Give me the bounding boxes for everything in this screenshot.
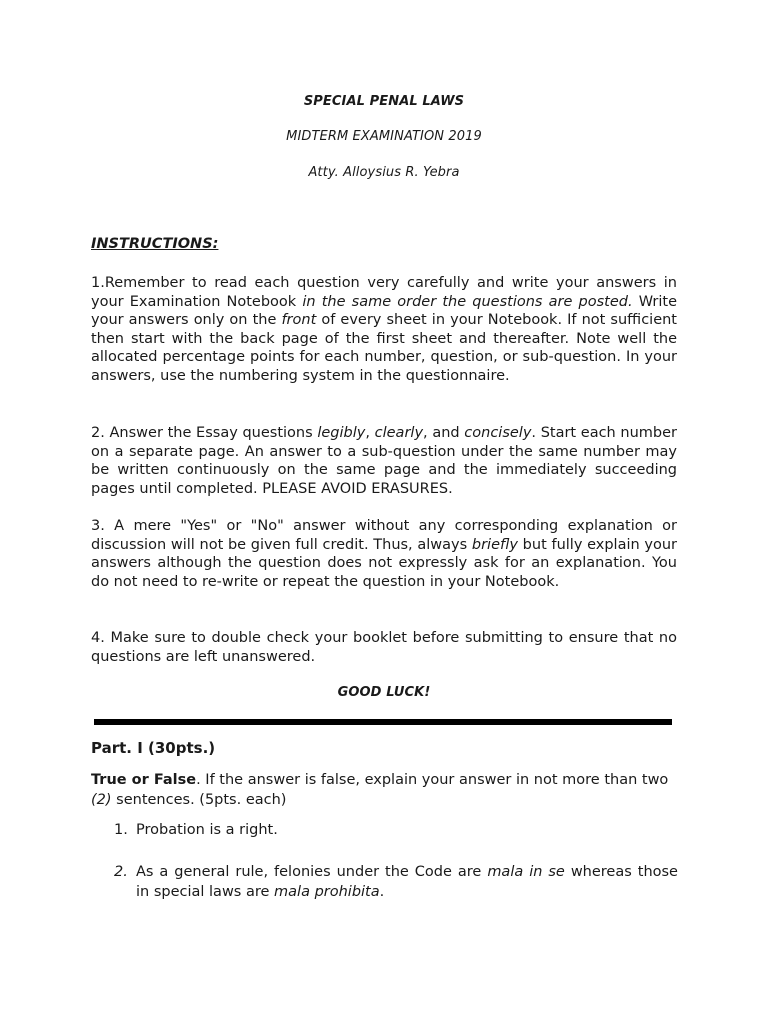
text-segment: 2. Answer the Essay questions [91,425,318,441]
section-divider [94,719,672,725]
question-text [136,862,678,902]
text-segment: . [379,884,385,900]
instruction-item-1 [91,274,677,386]
text-segment: mala in se [487,864,565,880]
text-segment: briefly [471,536,518,553]
text-segment: whereas those in special laws are [136,864,678,900]
text-segment: legibly [317,425,366,441]
author-line: Atty. Alloysius R. Yebra [308,165,460,180]
text-segment: . Start each number on a separate page. An answer to a sub-question under the same number may be written continuously on the same page and the immediately succeeding pages until completed. PLEASE AVOID ERASURES. [91,425,678,497]
closing-message: GOOD LUCK! [337,685,431,700]
text-segment: clearly [374,425,424,441]
true-false-instructions [91,770,681,810]
tf-instruction-text-3: sentences. (5pts. each) [111,792,287,808]
text-segment: 3. A mere "Yes" or "No" answer without any corresponding explanation or discussion will not be given full credit. Thus, always [91,518,677,553]
text-segment: concisely [464,425,532,441]
instruction-item-4 [91,629,677,666]
text-segment: in the same order the questions are posted. [302,293,633,310]
instruction-item-3 [91,517,677,591]
question-number: 1. [114,822,128,838]
text-segment: 4. Make sure to double check your booklet before submitting to ensure that no questions are left unanswered. [91,630,677,665]
text-segment: Probation is a right. [136,822,278,838]
text-segment: Write your answers only on the [91,293,678,329]
exam-subtitle: MIDTERM EXAMINATION 2019 [286,129,482,144]
text-segment: 1.Remember to read each question very carefully and write your answers in your Examination Notebook [91,275,677,310]
text-segment: front [281,312,317,329]
text-segment: , [365,425,375,441]
part-heading: Part. I (30pts.) [91,739,216,757]
instruction-item-2 [91,424,677,498]
text-segment: , and [423,425,465,441]
question-number: 2. [114,864,128,880]
instructions-heading: INSTRUCTIONS: [91,236,219,252]
tf-instruction-text-2: (2) [91,792,112,808]
true-false-label: True or False [91,772,197,788]
text-segment: As a general rule, felonies under the Code are [136,864,488,880]
document-title: SPECIAL PENAL LAWS [303,94,465,109]
text-segment: but fully explain your answers although the question does not expressly ask for an explanation. You do not need to re-write or repeat the question in your Notebook. [91,536,678,590]
tf-instruction-text-1: . If the answer is false, explain your answer in not more than two [196,772,669,788]
text-segment: of every sheet in your Notebook. If not sufficient then start with the back page of the first sheet and thereafter. Note well the allocated percentage points for each number, question, or sub-question. In your answers, use the numbering system in the questionnaire. [91,312,677,384]
question-text [136,820,678,840]
text-segment: mala prohibita [274,884,380,900]
